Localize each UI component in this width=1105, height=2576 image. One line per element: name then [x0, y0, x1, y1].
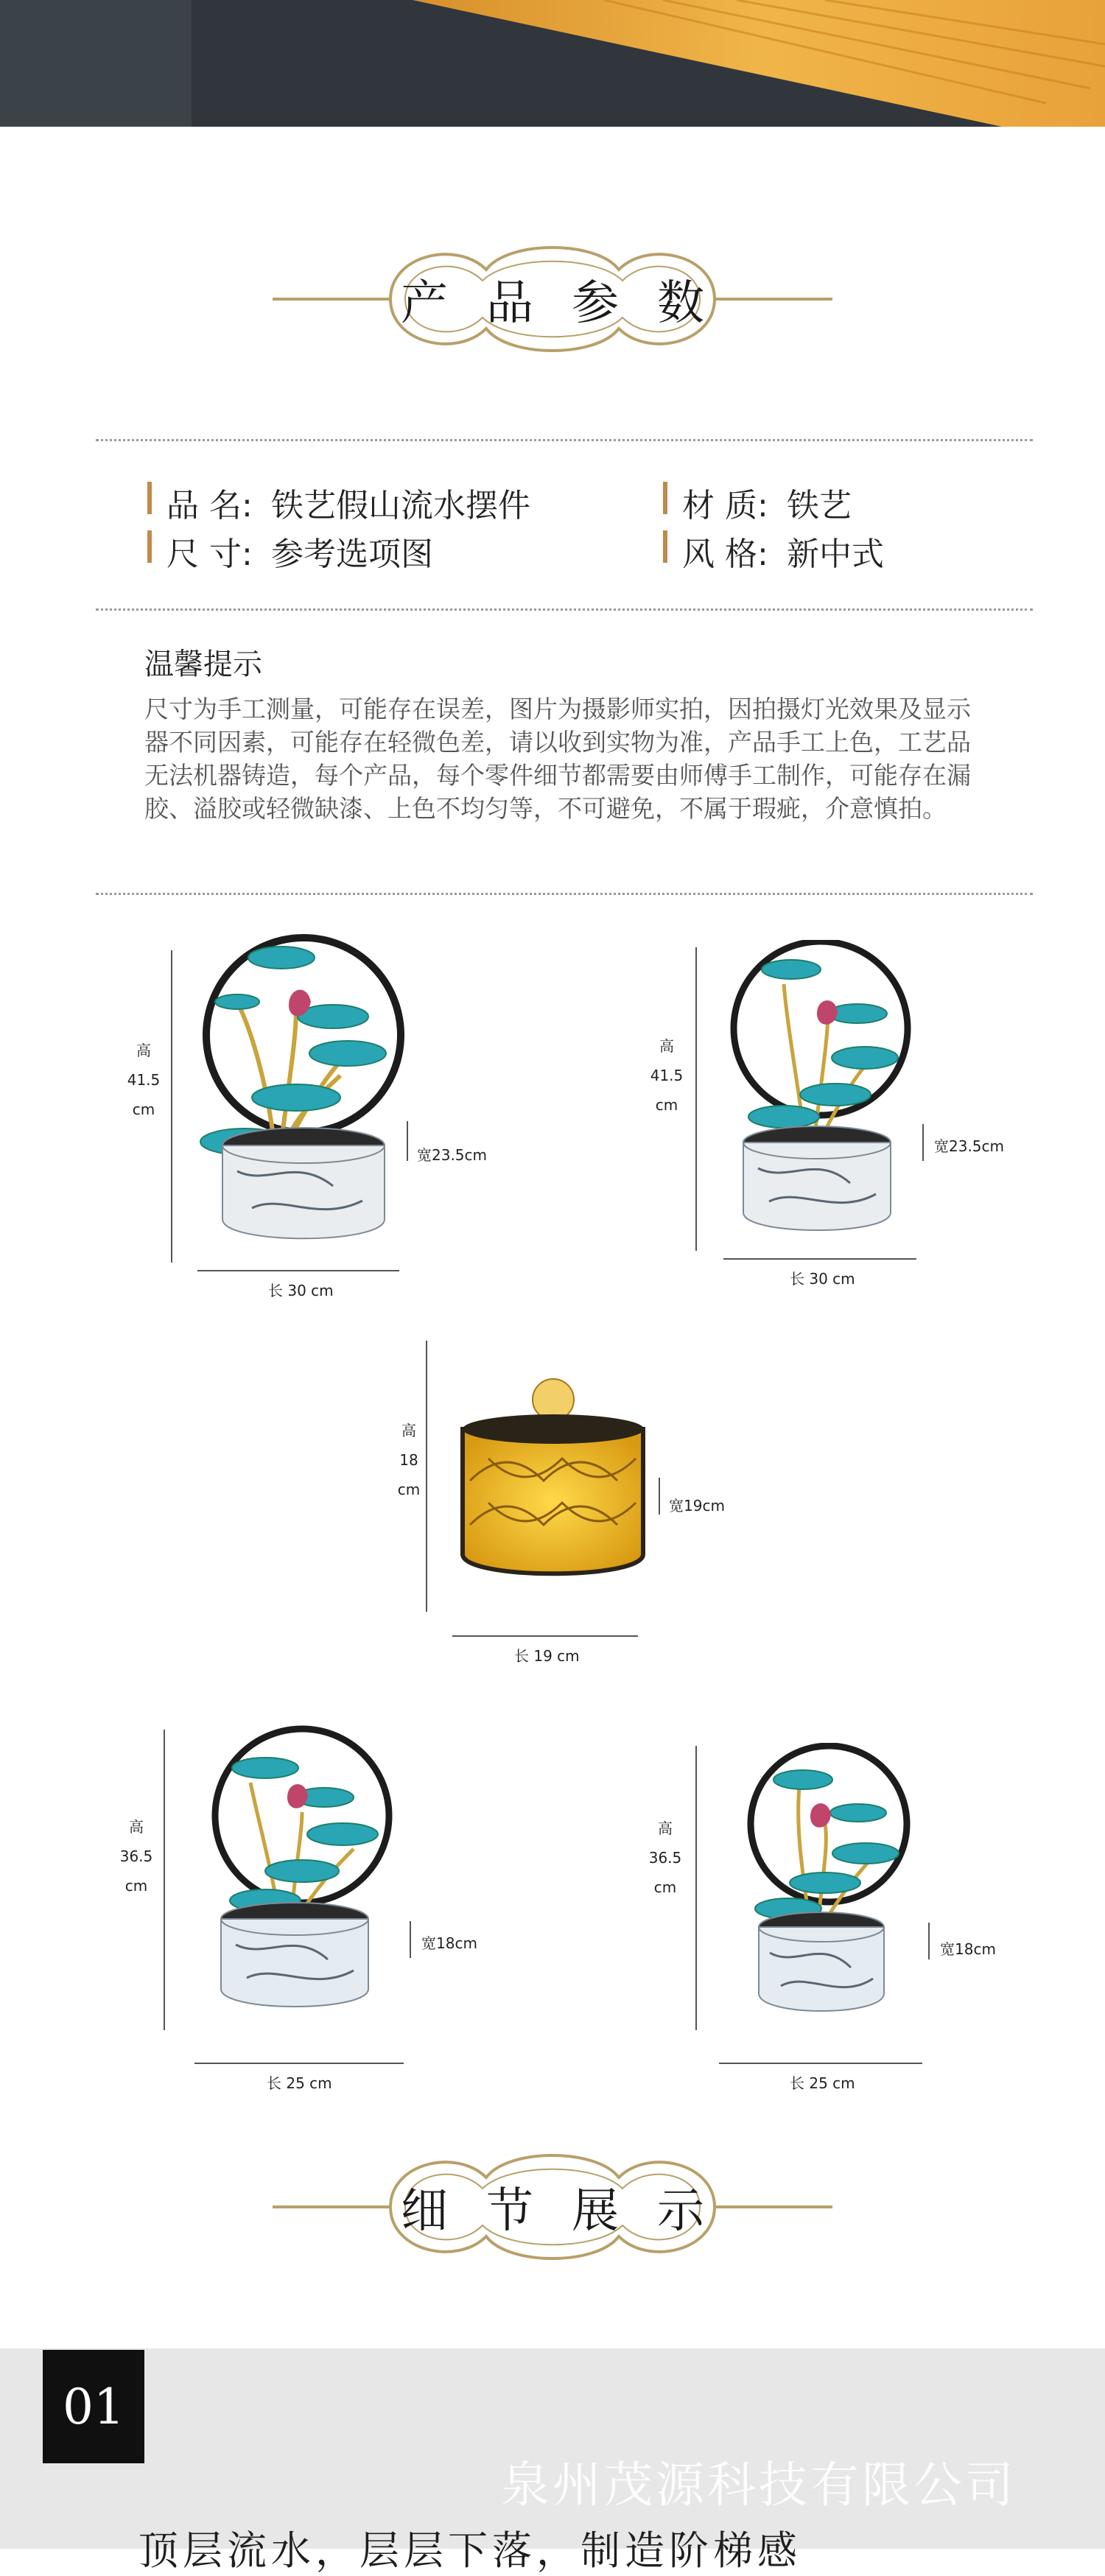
divider: [96, 893, 1033, 895]
product-card-1: [0, 921, 552, 1319]
width-line: [659, 1478, 660, 1515]
tips-body: 尺寸为手工测量，可能存在误差，图片为摄影师实拍，因拍摄灯光效果及显示器不同因素，可能存在轻微色差，请以收到实物为准，产品手工上色，工艺品无法机器铸造，每个产品，每个零件细节都需要由师傅手工制作，可能存在漏胶、溢胶或轻微缺漆、上色不均匀等，不可避免，不属于瑕疵，介意慎拍。: [144, 695, 971, 823]
height-label: 高 36.5 cm: [119, 1818, 153, 1895]
accent-bar: [663, 482, 667, 514]
lotus-fountain-ring-icon: [193, 921, 414, 1260]
length-line: [723, 1258, 916, 1260]
details-heading: [265, 2133, 840, 2281]
company-watermark: 泉州茂源科技有限公司: [501, 2457, 1017, 2513]
param-key: 材 质:: [682, 487, 768, 524]
width-label: 宽18cm: [940, 1940, 996, 1958]
product-card-4: [0, 1709, 552, 2107]
height-label: 高 36.5 cm: [648, 1819, 682, 1896]
product-card-2: [552, 921, 1105, 1319]
product-card-3: [332, 1326, 774, 1672]
length-line: [197, 1270, 399, 1271]
lotus-fountain-ring-icon: [199, 1724, 398, 2026]
param-value: 参考选项图: [271, 536, 433, 573]
param-value: 铁艺: [787, 487, 852, 524]
length-line: [452, 1635, 638, 1637]
width-label: 宽19cm: [669, 1497, 725, 1515]
product-params-heading: [265, 225, 840, 373]
accent-bar: [147, 530, 152, 563]
length-label: 长 19 cm: [514, 1647, 580, 1665]
height-label: 高 41.5 cm: [127, 1042, 161, 1118]
detail-number-badge: 01: [43, 2350, 144, 2463]
height-line: [695, 947, 697, 1251]
accent-bar: [663, 530, 667, 563]
wood-shelf-photo: [0, 0, 1105, 127]
param-key: 品 名:: [166, 487, 253, 524]
top-photo-strip: [0, 0, 1105, 127]
length-label: 长 30 cm: [268, 1282, 334, 1299]
detail-headline: 顶层流水，层层下落，制造阶梯感: [138, 2527, 801, 2574]
divider: [96, 608, 1033, 611]
divider: [96, 439, 1033, 441]
length-label: 长 25 cm: [790, 2074, 855, 2092]
param-key: 风 格:: [682, 536, 768, 573]
width-line: [410, 1921, 411, 1958]
param-value: 新中式: [787, 536, 884, 573]
heading-title: 产品参数: [401, 276, 743, 331]
height-line: [426, 1341, 427, 1612]
height-line: [164, 1730, 165, 2030]
height-line: [171, 950, 172, 1263]
length-line: [719, 2063, 922, 2064]
width-label: 宽18cm: [421, 1934, 477, 1952]
width-line: [407, 1121, 408, 1161]
width-line: [928, 1923, 930, 1959]
tips-title: 温馨提示: [144, 647, 262, 681]
heading-title: 细节展示: [401, 2184, 743, 2239]
length-label: 长 25 cm: [267, 2074, 332, 2092]
param-key: 尺 寸:: [166, 536, 253, 573]
lotus-fountain-ring-icon: [718, 940, 916, 1249]
width-line: [922, 1124, 924, 1161]
accent-bar: [147, 482, 152, 514]
height-label: 高 18 cm: [397, 1422, 421, 1498]
lotus-fountain-ring-icon: [729, 1743, 921, 2030]
param-value: 铁艺假山流水摆件: [271, 487, 530, 524]
height-line: [695, 1746, 697, 2030]
width-label: 宽23.5cm: [934, 1137, 1005, 1155]
product-card-5: [552, 1709, 1105, 2107]
length-label: 长 30 cm: [790, 1270, 855, 1288]
width-label: 宽23.5cm: [417, 1146, 488, 1164]
height-label: 高 41.5 cm: [650, 1037, 684, 1114]
length-line: [194, 2063, 404, 2064]
gold-lantern-fountain-icon: [455, 1378, 654, 1591]
